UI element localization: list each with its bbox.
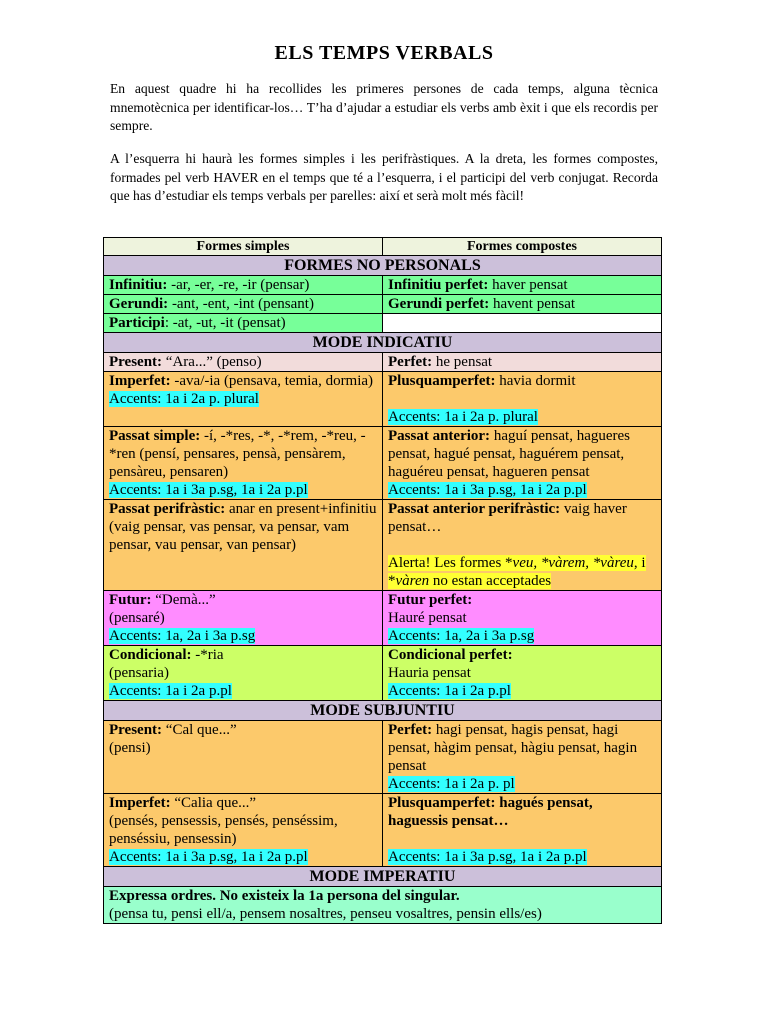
cell-sub-plusquamperfet (383, 794, 662, 867)
cell-text: he pensat (432, 354, 493, 370)
table-row (104, 314, 662, 333)
cell-passat-anterior (383, 427, 662, 500)
cell-label: Gerundi: (109, 296, 169, 312)
table-row (104, 427, 662, 500)
cell-text: “Cal que...” (162, 722, 237, 738)
cell-label: Passat anterior perifràstic: (388, 501, 561, 517)
cell-gerundi-perfet (383, 295, 662, 314)
section-indicatiu: MODE INDICATIU (104, 333, 662, 353)
accent-note: Accents: 1a i 2a p.pl (388, 683, 511, 699)
cell-label: Participi (109, 315, 165, 331)
cell-ind-plusquamperfet (383, 372, 662, 427)
cell-text: (pensés, pensessis, pensés, penséssim, penséssiu, pensessin) (109, 813, 338, 847)
cell-text: -ava/-ia (pensava, temia, dormia) (170, 373, 374, 389)
cell-text: havia dormit (495, 373, 576, 389)
cell-text: anar en present+infinitiu (vaig pensar, vas pensar, va pensar, vam pensar, vau pensar, van pensar) (109, 501, 377, 553)
cell-label: Imperfet: (109, 373, 171, 389)
cell-condicional-perfet (383, 646, 662, 701)
cell-label: Infinitiu perfet: (388, 277, 489, 293)
section-row (104, 333, 662, 353)
cell-text: haver pensat (488, 277, 568, 293)
alert-text: no estan acceptades (429, 573, 552, 589)
col-header-simple: Formes simples (104, 238, 383, 256)
intro-paragraph-2: A l’esquerra hi haurà les formes simples i les perifràstiques. A la dreta, les formes compostes, formades pel verb HAVER en el temps que té a l’esquerra, i el participi del verb conjugat. Recorda que has d’estudiar els temps verbals per parelles: així et serà molt més fàcil! (110, 151, 658, 203)
table-row (104, 591, 662, 646)
cell-ind-present (104, 353, 383, 372)
cell-label: Present: (109, 354, 163, 370)
cell-label: Perfet: (388, 354, 433, 370)
cell-label: Passat anterior: (388, 428, 491, 444)
col-header-compostes: Formes compostes (383, 238, 662, 256)
alert-text: veu, *vàrem, *vàreu (512, 555, 634, 571)
cell-label: Futur perfet: (388, 592, 473, 608)
cell-sub-present (104, 721, 383, 794)
cell-label: Plusquamperfet: hagués pensat, haguessis pensat… (388, 795, 593, 829)
cell-text: -ar, -er, -re, -ir (pensar) (167, 277, 310, 293)
cell-participi (104, 314, 383, 333)
cell-text: -*ria (191, 647, 224, 663)
cell-label: Present: (109, 722, 163, 738)
cell-label: Passat simple: (109, 428, 201, 444)
table-row (104, 794, 662, 867)
cell-ind-perfet (383, 353, 662, 372)
accent-note: Accents: 1a i 3a p.sg, 1a i 2a p.pl (388, 849, 587, 865)
section-row (104, 256, 662, 276)
cell-label: Condicional perfet: (388, 647, 513, 663)
cell-text: havent pensat (489, 296, 576, 312)
accent-note: Accents: 1a, 2a i 3a p.sg (109, 628, 256, 644)
table-row (104, 353, 662, 372)
cell-text: “Ara...” (penso) (162, 354, 262, 370)
cell-label: Imperfet: (109, 795, 171, 811)
cell-condicional (104, 646, 383, 701)
cell-label: Condicional: (109, 647, 192, 663)
cell-passat-anterior-perifrastic (383, 500, 662, 591)
accent-note: Accents: 1a, 2a i 3a p.sg (388, 628, 535, 644)
section-no-personals: FORMES NO PERSONALS (104, 256, 662, 276)
cell-imperatiu (104, 887, 662, 924)
accent-note: Accents: 1a i 3a p.sg, 1a i 2a p.pl (109, 482, 308, 498)
table-row (104, 721, 662, 794)
cell-text: (pensi) (109, 740, 151, 756)
cell-text: “Calia que...” (170, 795, 257, 811)
cell-sub-imperfet (104, 794, 383, 867)
cell-futur-perfet (383, 591, 662, 646)
cell-sub-perfet (383, 721, 662, 794)
accent-note: Accents: 1a i 3a p.sg, 1a i 2a p.pl (109, 849, 308, 865)
section-row (104, 701, 662, 721)
cell-label: Infinitiu: (109, 277, 168, 293)
table-row (104, 500, 662, 591)
cell-text: : -at, -ut, -it (pensat) (164, 315, 286, 331)
cell-label: Gerundi perfet: (388, 296, 490, 312)
alert-text: Alerta! Les formes * (388, 555, 513, 571)
section-imperatiu: MODE IMPERATIU (104, 867, 662, 887)
accent-note: Accents: 1a i 2a p. pl (388, 776, 515, 792)
cell-passat-perifrastic (104, 500, 383, 591)
cell-label: Perfet: (388, 722, 433, 738)
cell-label: Passat perifràstic: (109, 501, 226, 517)
cell-text: (pensa tu, pensi ell/a, pensem nosaltres, penseu vosaltres, pensin ells/es) (109, 906, 542, 922)
cell-text: Hauré pensat (388, 610, 467, 626)
cell-infinitiu (104, 276, 383, 295)
table-header-row (104, 238, 662, 256)
cell-text: vaig haver pensat… (388, 501, 627, 535)
accent-note: Accents: 1a i 2a p. plural (388, 409, 538, 425)
accent-note: Accents: 1a i 3a p.sg, 1a i 2a p.pl (388, 482, 587, 498)
cell-text: haguí pensat, hagueres pensat, hagué pensat, haguérem pensat, haguéreu pensat, hagueren pensat (388, 428, 631, 480)
section-row (104, 867, 662, 887)
cell-label: Plusquamperfet: (388, 373, 496, 389)
alert-text: , i * (388, 555, 646, 589)
intro-paragraph-1: En aquest quadre hi ha recollides les primeres persones de cada temps, alguna tècnica mnemotècnica per identificar-los… T’ha d’ajudar a estudiar els verbs amb èxit i que els recordis per sempre. (110, 81, 658, 133)
verb-tenses-table (103, 237, 662, 924)
accent-note: Accents: 1a i 2a p. plural (109, 391, 259, 407)
alert-text: vàren (395, 573, 430, 589)
cell-text: Hauria pensat (388, 665, 471, 681)
cell-text: hagi pensat, hagis pensat, hagi pensat, hàgim pensat, hàgiu pensat, hagin pensat (388, 722, 638, 774)
section-subjuntiu: MODE SUBJUNTIU (104, 701, 662, 721)
table-row (104, 295, 662, 314)
cell-infinitiu-perfet (383, 276, 662, 295)
cell-text: -ant, -ent, -int (pensant) (168, 296, 314, 312)
table-row (104, 646, 662, 701)
cell-passat-simple (104, 427, 383, 500)
cell-futur (104, 591, 383, 646)
cell-text: (pensaré) (109, 610, 165, 626)
table-row (104, 372, 662, 427)
page-title: ELS TEMPS VERBALS (274, 42, 494, 64)
cell-text: “Demà...” (151, 592, 216, 608)
cell-label: Futur: (109, 592, 152, 608)
cell-gerundi (104, 295, 383, 314)
table-row (104, 887, 662, 924)
alert-note (388, 555, 646, 589)
cell-label: Expressa ordres. No existeix la 1a persona del singular. (109, 888, 460, 904)
cell-empty (383, 314, 662, 333)
table-row (104, 276, 662, 295)
accent-note: Accents: 1a i 2a p.pl (109, 683, 232, 699)
cell-text: -í, -*res, -*, -*rem, -*reu, -*ren (pensí, pensares, pensà, pensàrem, pensàreu, pensaren) (109, 428, 366, 480)
cell-ind-imperfet (104, 372, 383, 427)
cell-text: (pensaria) (109, 665, 169, 681)
